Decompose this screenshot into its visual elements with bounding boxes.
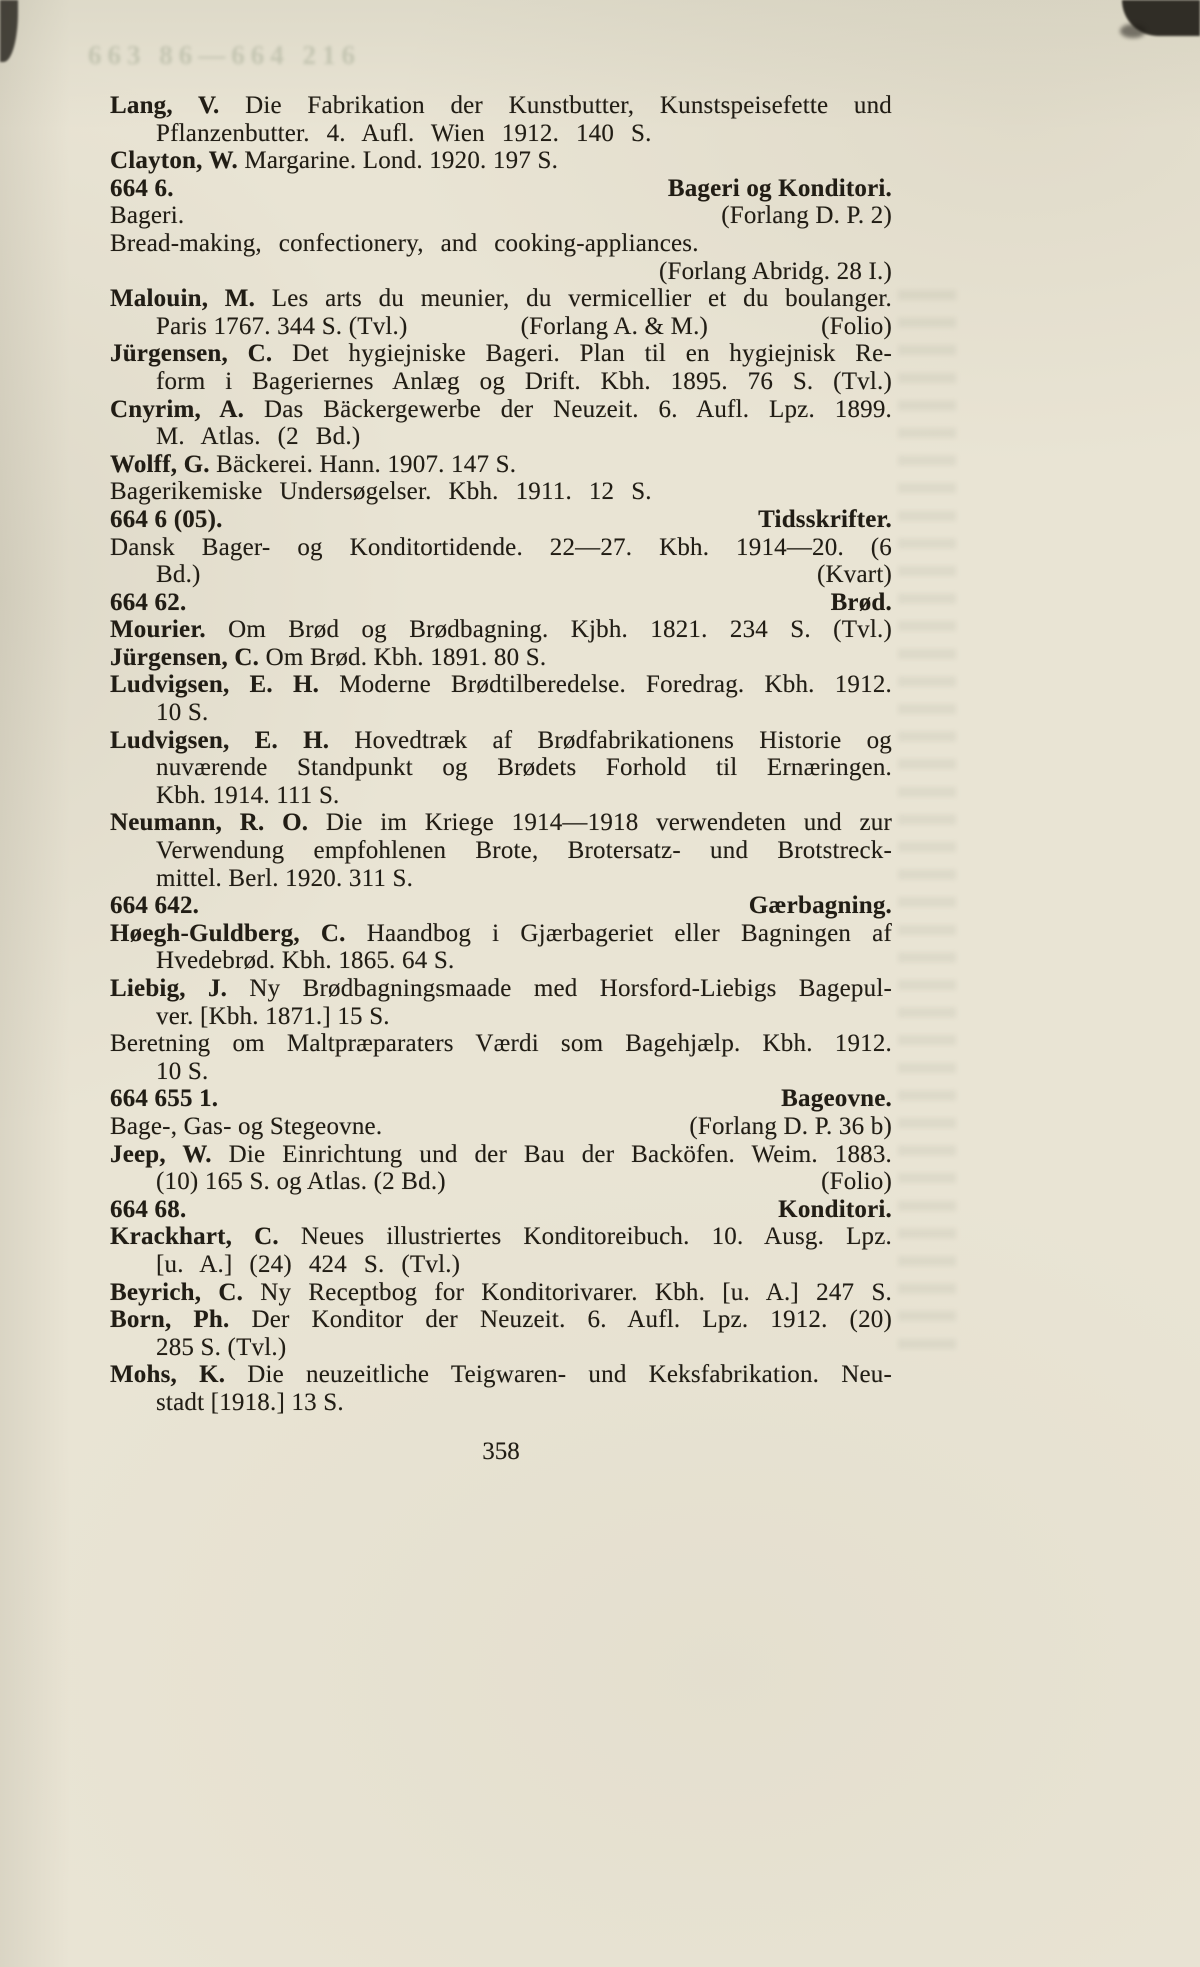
text-line xyxy=(110,616,892,644)
entry-text: nuværende Standpunkt og Brødets Forhold til Ernæringen. xyxy=(156,754,892,782)
corner-stain-top-left-icon xyxy=(0,0,18,62)
entry-text: Bageri. xyxy=(110,202,185,230)
text-line xyxy=(110,1168,892,1196)
entry-text: Pflanzenbutter. 4. Aufl. Wien 1912. 140 S. xyxy=(156,119,652,147)
entry-text: Bagerikemiske Undersøgelser. Kbh. 1911. 12 S. xyxy=(110,478,652,506)
text-line xyxy=(110,506,892,534)
entry-heading: Tidsskrifter. xyxy=(758,505,892,533)
text-line xyxy=(110,1223,892,1251)
text-line xyxy=(110,285,892,313)
bleed-through-text: 663 86—664 216 xyxy=(88,40,361,70)
entry-text: M. Atlas. (2 Bd.) xyxy=(156,423,361,451)
text-line xyxy=(110,1361,892,1389)
entry-heading: Ludvigsen, E. H. xyxy=(110,726,330,754)
text-line xyxy=(110,313,892,341)
entry-heading: Konditori. xyxy=(778,1195,892,1223)
entry-heading: Bageri og Konditori. xyxy=(667,174,892,202)
text-line xyxy=(110,1085,892,1113)
text-line xyxy=(110,809,892,837)
text-line xyxy=(110,534,892,562)
entry-heading: Jürgensen, C. xyxy=(110,643,260,671)
text-line xyxy=(110,120,892,148)
text-line xyxy=(110,230,892,258)
entry-text: Det hygiejniske Bageri. Plan til en hygiejnisk Re- xyxy=(292,340,892,368)
entry-text: Bäckerei. Hann. 1907. 147 S. xyxy=(216,450,517,478)
entry-heading: Krackhart, C. xyxy=(110,1223,279,1251)
entry-text: Die Einrichtung und der Bau der Backöfen. Weim. 1883. xyxy=(228,1140,892,1168)
entry-text: (Kvart) xyxy=(817,561,892,589)
page-number: 358 xyxy=(482,1438,520,1465)
text-line xyxy=(110,975,892,1003)
text-line xyxy=(110,1196,892,1224)
entry-text: Bread-making, confectionery, and cooking-appliances. xyxy=(110,229,699,257)
entry-text: Die im Kriege 1914—1918 verwendeten und zur xyxy=(325,809,892,837)
entry-heading: Beyrich, C. xyxy=(110,1278,244,1306)
entry-text: (Forlang A. & M.) xyxy=(520,312,709,340)
text-line xyxy=(110,1003,892,1031)
entry-text: Dansk Bager- og Konditortidende. 22—27. Kbh. 1914—20. (6 xyxy=(110,533,892,561)
entry-text: Bd.) xyxy=(156,561,201,589)
entry-heading: Liebig, J. xyxy=(110,975,228,1002)
entry-heading: Neumann, R. O. xyxy=(110,809,309,837)
entry-text: Die Fabrikation der Kunstbutter, Kunstspeisefette und xyxy=(245,92,892,119)
entry-heading: Ludvigsen, E. H. xyxy=(110,671,320,699)
entry-heading: 664 68. xyxy=(110,1195,187,1223)
entry-heading: Cnyrim, A. xyxy=(110,395,245,423)
entry-text: (Forlang D. P. 36 b) xyxy=(689,1112,892,1140)
entry-heading: Lang, V. xyxy=(110,92,220,119)
entry-text: 285 S. (Tvl.) xyxy=(156,1333,287,1361)
text-line xyxy=(110,1030,892,1058)
text-line xyxy=(110,644,892,672)
text-block xyxy=(110,92,892,1417)
text-line xyxy=(110,589,892,617)
entry-heading: Born, Ph. xyxy=(110,1306,230,1334)
entry-text: Beretning om Maltpræparaters Værdi som Bagehjælp. Kbh. 1912. xyxy=(110,1030,892,1058)
text-line xyxy=(110,892,892,920)
ink-bleed-through-smudge xyxy=(898,290,956,1350)
text-line xyxy=(110,1058,892,1086)
entry-text: Paris 1767. 344 S. (Tvl.) xyxy=(156,312,408,340)
entry-text: (Folio) xyxy=(821,312,892,340)
entry-text: Moderne Brødtilberedelse. Foredrag. Kbh. 1912. xyxy=(339,671,892,699)
entry-heading: 664 62. xyxy=(110,588,187,616)
entry-heading: Høegh-Guldberg, C. xyxy=(110,919,346,947)
entry-text: Les arts du meunier, du vermicellier et du boulanger. xyxy=(271,285,892,313)
entry-heading: Clayton, W. xyxy=(110,147,238,175)
entry-text: Ny Brødbagningsmaade med Horsford-Liebigs Bagepul- xyxy=(249,975,892,1002)
text-line xyxy=(110,368,892,396)
text-line xyxy=(110,947,892,975)
entry-heading: Jeep, W. xyxy=(110,1140,212,1168)
text-line xyxy=(110,396,892,424)
entry-text: 10 S. xyxy=(156,1057,209,1085)
text-line xyxy=(110,1279,892,1307)
entry-text: Om Brød. Kbh. 1891. 80 S. xyxy=(265,643,547,671)
text-line xyxy=(110,920,892,948)
text-line xyxy=(110,837,892,865)
entry-heading: Jürgensen, C. xyxy=(110,340,273,368)
entry-text: Verwendung empfohlenen Brote, Brotersatz- und Brotstreck- xyxy=(156,837,892,865)
entry-text: (Folio) xyxy=(821,1168,892,1196)
entry-heading: Gærbagning. xyxy=(748,892,892,920)
entry-heading: 664 642. xyxy=(110,892,200,920)
text-line xyxy=(110,423,892,451)
text-line xyxy=(110,92,892,120)
entry-text: Der Konditor der Neuzeit. 6. Aufl. Lpz. 1912. (20) xyxy=(251,1306,892,1334)
entry-text: Hvedebrød. Kbh. 1865. 64 S. xyxy=(156,947,455,975)
entry-text: (Forlang Abridg. 28 I.) xyxy=(658,257,892,285)
entry-text: Hovedtræk af Brødfabrikationens Historie og xyxy=(354,726,892,754)
entry-text: mittel. Berl. 1920. 311 S. xyxy=(156,864,414,892)
entry-heading: Brød. xyxy=(830,588,892,616)
text-line xyxy=(110,1389,892,1417)
text-line xyxy=(110,147,892,175)
text-line xyxy=(110,1334,892,1362)
entry-text: Neues illustriertes Konditoreibuch. 10. Ausg. Lpz. xyxy=(300,1223,892,1251)
entry-text: [u. A.] (24) 424 S. (Tvl.) xyxy=(156,1250,461,1278)
entry-text: 10 S. xyxy=(156,699,209,727)
entry-heading: 664 6. xyxy=(110,174,174,202)
entry-heading: Mohs, K. xyxy=(110,1361,226,1389)
text-line xyxy=(110,451,892,479)
text-line xyxy=(110,340,892,368)
entry-text: Das Bäckergewerbe der Neuzeit. 6. Aufl. Lpz. 1899. xyxy=(263,395,892,423)
text-line xyxy=(110,258,892,286)
entry-text: Bage-, Gas- og Stegeovne. xyxy=(110,1112,383,1140)
text-line xyxy=(110,671,892,699)
entry-text: Ny Receptbog for Konditorivarer. Kbh. [u. A.] 247 S. xyxy=(260,1278,892,1306)
text-line xyxy=(110,1306,892,1334)
entry-text: Haandbog i Gjærbageriet eller Bagningen af xyxy=(366,919,892,947)
text-line xyxy=(110,727,892,755)
text-line xyxy=(110,782,892,810)
entry-text: form i Bageriernes Anlæg og Drift. Kbh. 1895. 76 S. (Tvl.) xyxy=(156,367,892,395)
corner-stain-top-right-small-icon xyxy=(1120,24,1146,38)
entry-text: Kbh. 1914. 111 S. xyxy=(156,781,340,809)
text-line xyxy=(110,1251,892,1279)
text-line xyxy=(110,202,892,230)
entry-heading: 664 655 1. xyxy=(110,1085,219,1113)
entry-text: Margarine. Lond. 1920. 197 S. xyxy=(244,147,559,175)
entry-text: Om Brød og Brødbagning. Kjbh. 1821. 234 S. (Tvl.) xyxy=(228,616,892,644)
entry-text: (10) 165 S. og Atlas. (2 Bd.) xyxy=(156,1168,446,1196)
entry-heading: Mourier. xyxy=(110,616,206,644)
text-line xyxy=(110,754,892,782)
entry-heading: Malouin, M. xyxy=(110,285,256,313)
text-line xyxy=(110,175,892,203)
entry-heading: Wolff, G. xyxy=(110,450,210,478)
entry-heading: 664 6 (05). xyxy=(110,505,223,533)
text-line xyxy=(110,865,892,893)
entry-heading: Bageovne. xyxy=(781,1085,892,1113)
text-line xyxy=(110,1141,892,1169)
entry-text: stadt [1918.] 13 S. xyxy=(156,1388,344,1416)
text-line xyxy=(110,699,892,727)
text-line xyxy=(110,1113,892,1141)
entry-text: Die neuzeitliche Teigwaren- und Keksfabrikation. Neu- xyxy=(247,1361,892,1389)
entry-text: (Forlang D. P. 2) xyxy=(721,202,892,230)
entry-text: ver. [Kbh. 1871.] 15 S. xyxy=(156,1002,390,1030)
text-line xyxy=(110,478,892,506)
text-line xyxy=(110,561,892,589)
